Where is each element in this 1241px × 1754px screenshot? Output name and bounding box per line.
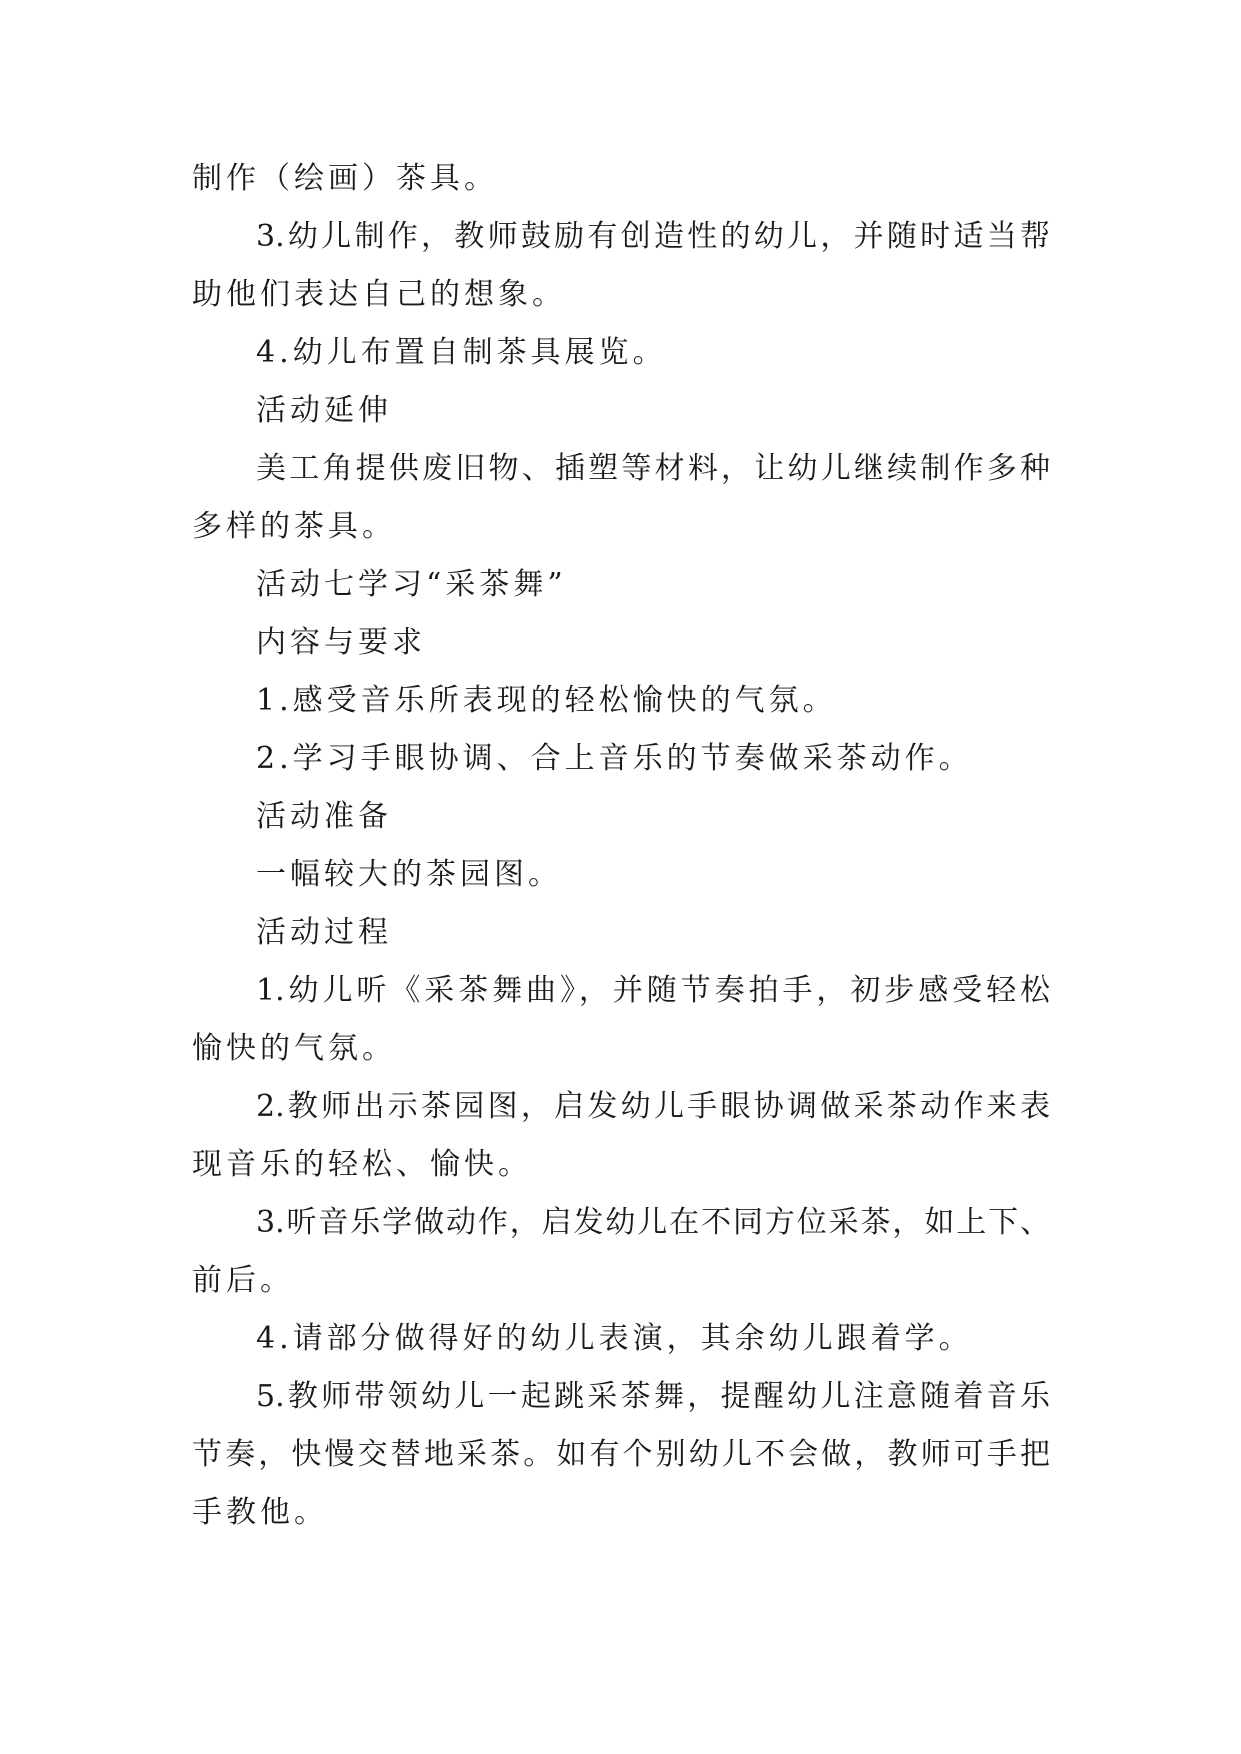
document-body — [192, 150, 1050, 1542]
text-line: 美工角提供废旧物、插塑等材料，让幼儿继续制作多种 — [256, 451, 1050, 486]
text-line: 2.教师出示茶园图，启发幼儿手眼协调做采茶动作来表 — [256, 1089, 1050, 1124]
text-line: 愉快的气氛。 — [192, 1031, 396, 1066]
text-line: 节奏，快慢交替地采茶。如有个别幼儿不会做，教师可手把 — [192, 1437, 1050, 1472]
text-line: 1.感受音乐所表现的轻松愉快的气氛。 — [256, 683, 837, 718]
text-line: 前后。 — [192, 1263, 294, 1298]
section-heading: 活动准备 — [256, 799, 392, 834]
text-line: 1.幼儿听《采茶舞曲》，并随节奏拍手，初步感受轻松 — [256, 973, 1050, 1008]
text-line: 3.听音乐学做动作，启发幼儿在不同方位采茶，如上下、 — [256, 1205, 1050, 1240]
section-heading: 活动延伸 — [256, 393, 392, 428]
text-line: 5.教师带领幼儿一起跳采茶舞，提醒幼儿注意随着音乐 — [256, 1379, 1050, 1414]
activity-title: 活动七学习“采茶舞” — [256, 567, 567, 602]
text-line: 手教他。 — [192, 1495, 328, 1530]
text-line: 多样的茶具。 — [192, 509, 396, 544]
text-line: 4.幼儿布置自制茶具展览。 — [256, 335, 667, 370]
text-line: 2.学习手眼协调、合上音乐的节奏做采茶动作。 — [256, 741, 973, 776]
text-line: 4.请部分做得好的幼儿表演，其余幼儿跟着学。 — [256, 1321, 973, 1356]
text-line: 一幅较大的茶园图。 — [256, 857, 562, 892]
text-line: 制作（绘画）茶具。 — [192, 161, 498, 196]
text-line: 助他们表达自己的想象。 — [192, 277, 566, 312]
section-heading: 内容与要求 — [256, 625, 426, 660]
text-line: 现音乐的轻松、愉快。 — [192, 1147, 532, 1182]
text-line: 3.幼儿制作，教师鼓励有创造性的幼儿，并随时适当帮 — [256, 219, 1050, 254]
section-heading: 活动过程 — [256, 915, 392, 950]
